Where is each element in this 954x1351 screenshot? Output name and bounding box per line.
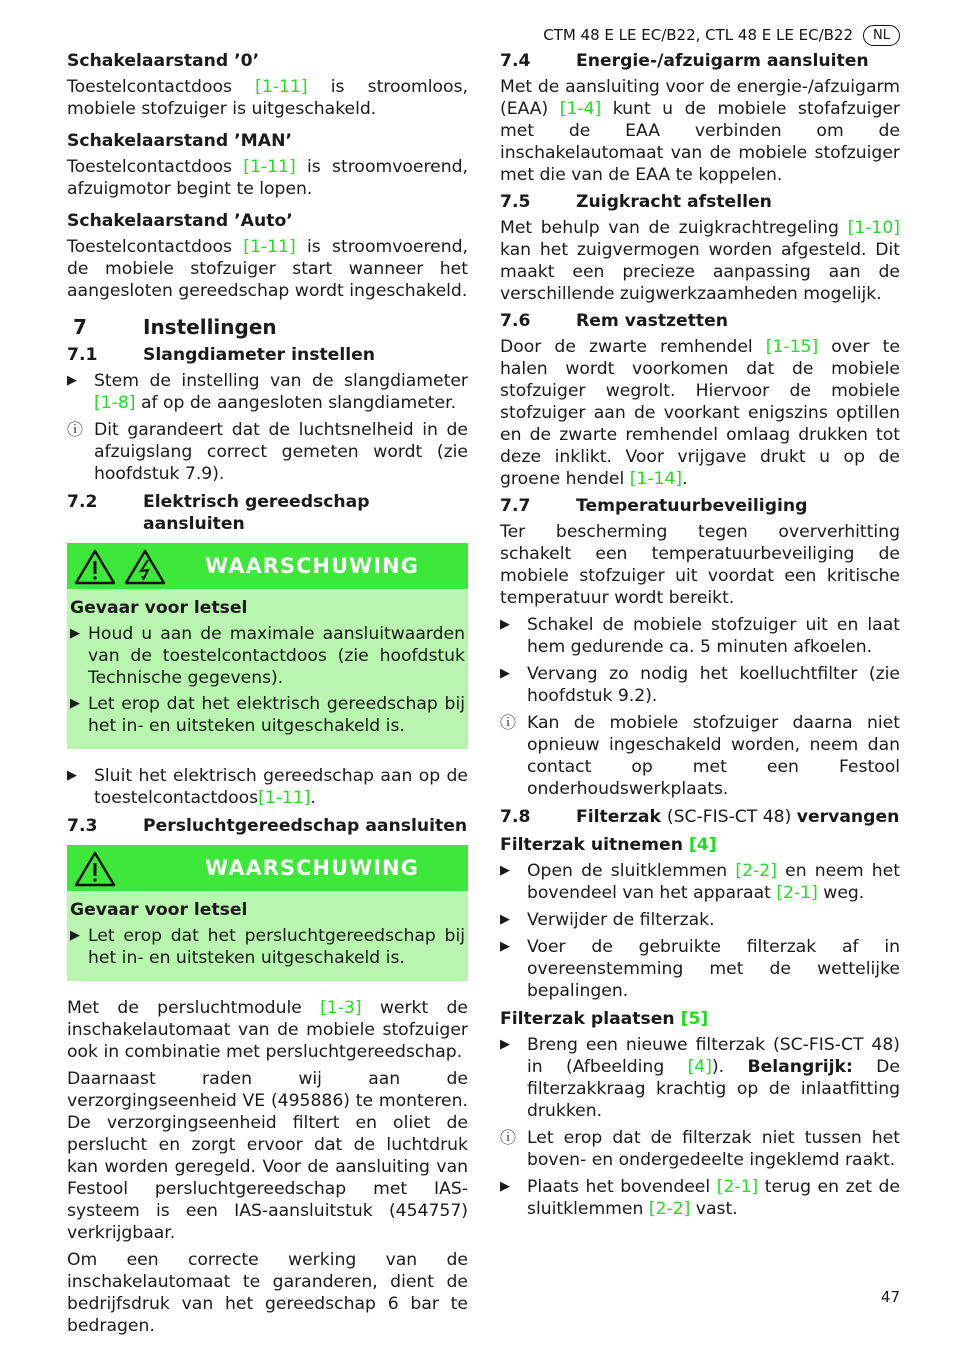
ref-link[interactable]: [2-1] bbox=[776, 883, 818, 903]
page-number: 47 bbox=[880, 1288, 900, 1306]
ref-link[interactable]: [1-15] bbox=[765, 337, 819, 357]
list-item: ▶ Breng een nieuwe filterzak (SC-FIS-CT 48) in (Afbeelding [4]). Belangrijk: De filterzakkraag krachtig op de inlaatfitting drukken. bbox=[500, 1035, 900, 1121]
paragraph: Door de zwarte remhendel [1-15] over te halen wordt voorkomen dat de mobiele stofzuiger wegrolt. Hiervoor de mobiele stofzuiger aan de voorkant enigszins optillen en de zwarte remhendel omlaag drukken tot deze inklikt. Voor vrijgave drukt u op de groene hendel [1-14]. bbox=[500, 337, 900, 489]
list-item: ▶ Verwijder de filterzak. bbox=[500, 910, 715, 930]
info-icon: ⓘ bbox=[500, 713, 517, 732]
warning-triangle-icon bbox=[73, 850, 117, 888]
list-item: ▶ Sluit het elektrisch gereedschap aan op de toestelcontactdoos[1-11]. bbox=[67, 766, 468, 808]
warning-header bbox=[67, 543, 468, 589]
info-note: ⓘ Kan de mobiele stofzuiger daarna niet opnieuw ingeschakeld worden, neem dan contact op met een Festool onderhoudswerkplaats. bbox=[500, 713, 900, 799]
section-7-6-heading: 7.6 Rem vastzetten bbox=[500, 311, 729, 331]
info-icon: ⓘ bbox=[500, 1128, 517, 1147]
warning-subtitle: Gevaar voor letsel bbox=[70, 900, 248, 920]
list-item: ▶ Open de sluitklemmen [2-2] en neem het bovendeel van het apparaat [2-1] weg. bbox=[500, 861, 900, 903]
switch-0-text: Toestelcontactdoos [1-11] is stroomloos, mobiele stofzuiger is uitgeschakeld. bbox=[67, 77, 468, 119]
bullet-triangle-icon: ▶ bbox=[500, 863, 510, 878]
ref-link[interactable]: [1-14] bbox=[629, 469, 683, 489]
section-7-5-heading: 7.5 Zuigkracht afstellen bbox=[500, 192, 772, 212]
bullet-triangle-icon: ▶ bbox=[70, 928, 80, 943]
section-7-2-heading: 7.2 Elektrisch gereedschap aansluiten bbox=[67, 492, 370, 534]
ref-link[interactable]: [1-11] bbox=[243, 237, 296, 257]
ref-link[interactable]: [1-8] bbox=[94, 393, 136, 413]
info-note: ⓘ Let erop dat de filterzak niet tussen het boven- en ondergedeelte ingeklemd raakt. bbox=[500, 1128, 900, 1170]
language-badge: NL bbox=[863, 25, 900, 46]
warning-header bbox=[67, 845, 468, 891]
bullet-triangle-icon: ▶ bbox=[500, 1037, 510, 1052]
left-column bbox=[67, 50, 468, 1342]
ref-link[interactable]: [1-11] bbox=[255, 77, 308, 97]
paragraph: Met de aansluiting voor de energie-/afzuigarm (EAA) [1-4] kunt u de mobiele stofafzuiger met de EAA verbinden om de inschakelautomaat van de mobiele stofzuiger met die van de EAA te koppelen. bbox=[500, 77, 900, 185]
paragraph: Om een correcte werking van de inschakelautomaat te garanderen, dient de bedrijfsdruk van het gereedschap 6 bar te bedragen. bbox=[67, 1250, 468, 1336]
switch-man-heading: Schakelaarstand ’MAN’ bbox=[67, 131, 293, 151]
switch-auto-text: Toestelcontactdoos [1-11] is stroomvoerend, de mobiele stofzuiger start wanneer het aangesloten gereedschap wordt ingeschakeld. bbox=[67, 237, 468, 301]
ref-link[interactable]: [2-2] bbox=[648, 1199, 691, 1219]
filterbag-insert-heading: Filterzak plaatsen [5] bbox=[500, 1009, 709, 1029]
ref-link[interactable]: [1-11] bbox=[243, 157, 296, 177]
section-7-1-heading: 7.1 Slangdiameter instellen bbox=[67, 345, 376, 365]
paragraph: Met de persluchtmodule [1-3] werkt de inschakelautomaat van de mobiele stofzuiger ook in combinatie met persluchtgereedschap. bbox=[67, 998, 468, 1062]
ref-link[interactable]: [2-1] bbox=[716, 1177, 759, 1197]
warning-box bbox=[67, 543, 468, 749]
warning-item: ▶ Let erop dat het persluchtgereedschap bij het in- en uitsteken uitgeschakeld is. bbox=[70, 926, 465, 968]
ref-link[interactable]: [2-2] bbox=[735, 861, 777, 881]
switch-man-text: Toestelcontactdoos [1-11] is stroomvoerend, afzuigmotor begint te lopen. bbox=[67, 157, 468, 199]
list-item: ▶ Schakel de mobiele stofzuiger uit en laat hem gedurende ca. 5 minuten afkoelen. bbox=[500, 615, 900, 657]
info-icon: ⓘ bbox=[67, 420, 84, 439]
section-7-3-heading: 7.3 Persluchtgereedschap aansluiten bbox=[67, 816, 468, 836]
model-names: CTM 48 E LE EC/B22, CTL 48 E LE EC/B22 bbox=[543, 26, 854, 44]
section-7-8-heading: 7.8 Filterzak (SC-FIS-CT 48) vervangen bbox=[500, 807, 900, 827]
bullet-triangle-icon: ▶ bbox=[500, 939, 510, 954]
list-item: ▶ Voer de gebruikte filterzak af in overeenstemming met de wettelijke bepalingen. bbox=[500, 937, 900, 1001]
bullet-triangle-icon: ▶ bbox=[500, 912, 510, 927]
warning-item: ▶ Houd u aan de maximale aansluitwaarden van de toestelcontactdoos (zie hoofdstuk Technische gegevens). bbox=[70, 624, 465, 688]
ref-link[interactable]: [4] bbox=[688, 835, 717, 855]
bullet-triangle-icon: ▶ bbox=[500, 1179, 510, 1194]
warning-title: WAARSCHUWING bbox=[205, 856, 419, 880]
info-note: ⓘ Dit garandeert dat de luchtsnelheid in de afzuigslang correct gemeten wordt (zie hoofdstuk 7.9). bbox=[67, 420, 468, 484]
ref-link[interactable]: [4] bbox=[687, 1057, 712, 1077]
bullet-triangle-icon: ▶ bbox=[67, 373, 77, 388]
chapter-7-heading: 7 Instellingen bbox=[73, 315, 277, 339]
section-7-7-heading: 7.7 Temperatuurbeveiliging bbox=[500, 496, 808, 516]
warning-triangle-icon bbox=[73, 548, 117, 586]
bullet-triangle-icon: ▶ bbox=[70, 626, 80, 641]
warning-box bbox=[67, 845, 468, 981]
electric-hazard-icon bbox=[123, 548, 167, 586]
warning-item: ▶ Let erop dat het elektrisch gereedschap bij het in- en uitsteken uitgeschakeld is. bbox=[70, 694, 465, 736]
switch-auto-heading: Schakelaarstand ’Auto’ bbox=[67, 211, 293, 231]
right-column bbox=[500, 50, 900, 1225]
warning-title: WAARSCHUWING bbox=[205, 554, 419, 578]
list-item: ▶ Plaats het bovendeel [2-1] terug en zet de sluitklemmen [2-2] vast. bbox=[500, 1177, 900, 1219]
bullet-triangle-icon: ▶ bbox=[67, 768, 77, 783]
filterbag-remove-heading: Filterzak uitnemen [4] bbox=[500, 835, 717, 855]
list-item: ▶ Stem de instelling van de slangdiameter [1-8] af op de aangesloten slangdiameter. bbox=[67, 371, 468, 413]
paragraph: Ter bescherming tegen oververhitting schakelt een temperatuurbeveiliging de mobiele stofzuiger uit voordat een kritische temperatuur wordt bereikt. bbox=[500, 522, 900, 608]
paragraph: Met behulp van de zuigkrachtregeling [1-10] kan het zuigvermogen worden afgesteld. Dit maakt een precieze aanpassing aan de verschillende zuigwerkzaamheden mogelijk. bbox=[500, 218, 900, 304]
list-item: ▶ Vervang zo nodig het koelluchtfilter (zie hoofdstuk 9.2). bbox=[500, 664, 900, 706]
ref-link[interactable]: [1-4] bbox=[559, 99, 602, 119]
switch-0-heading: Schakelaarstand ’0’ bbox=[67, 51, 260, 71]
bullet-triangle-icon: ▶ bbox=[500, 666, 510, 681]
bullet-triangle-icon: ▶ bbox=[500, 617, 510, 632]
paragraph: Daarnaast raden wij aan de verzorgingseenheid VE (495886) te monteren. De verzorgingseenheid filtert en oliet de perslucht en zorgt ervoor dat de luchtdruk kan worden geregeld. Voor de aansluiting van Festool persluchtgereedschap met IAS-systeem is een IAS-aansluitstuk (454757) verkrijgbaar. bbox=[67, 1069, 468, 1243]
warning-subtitle: Gevaar voor letsel bbox=[70, 598, 248, 618]
ref-link[interactable]: [1-3] bbox=[320, 998, 362, 1018]
ref-link[interactable]: [1-10] bbox=[847, 218, 900, 238]
ref-link[interactable]: [5] bbox=[680, 1009, 709, 1029]
section-7-4-heading: 7.4 Energie-/afzuigarm aansluiten bbox=[500, 51, 869, 71]
bullet-triangle-icon: ▶ bbox=[70, 696, 80, 711]
ref-link[interactable]: [1-11] bbox=[258, 788, 311, 808]
page-header bbox=[543, 24, 900, 46]
